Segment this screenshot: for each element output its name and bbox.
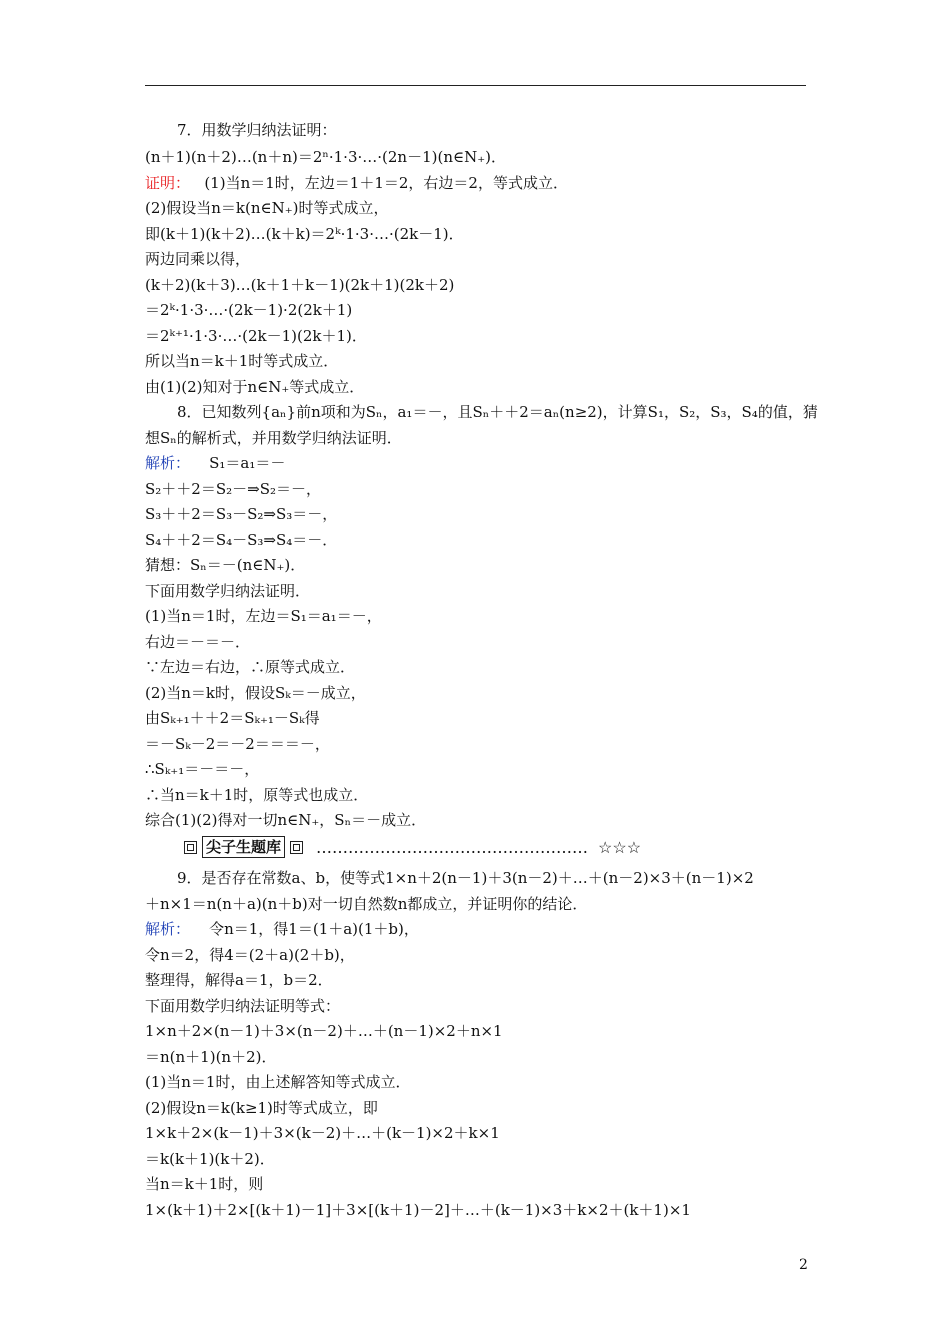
analysis-line: 令n＝2，得4＝(2＋a)(2＋b)， — [145, 946, 355, 964]
problem-9-title-cont: ＋n×1＝n(n＋a)(n＋b)对一切自然数n都成立，并证明你的结论． — [145, 895, 588, 913]
analysis-line: 猜想：Sₙ＝－(n∈N₊)． — [145, 556, 306, 574]
analysis-text: S₁＝a₁＝－ — [209, 454, 286, 472]
proof-line: ＝2ᵏ·1·3·…·(2k－1)·2(2k＋1) — [145, 301, 353, 319]
problem-7-title: 7．用数学归纳法证明： — [177, 121, 337, 139]
page-number: 2 — [799, 1257, 808, 1273]
proof-step-2: (2)假设当n＝k(n∈N₊)时等式成立， — [145, 199, 389, 217]
analysis-label: 解析： — [145, 920, 191, 938]
analysis-line: (2)假设n＝k(k≥1)时等式成立，即 — [145, 1099, 378, 1117]
problem-8-title-cont: 想Sₙ的解析式，并用数学归纳法证明． — [145, 429, 402, 447]
analysis-line — [145, 453, 285, 473]
analysis-line: (1)当n＝1时，左边＝S₁＝a₁＝－， — [145, 607, 382, 625]
difficulty-stars: ☆☆☆ — [598, 837, 642, 857]
analysis-line: ＝－Sₖ－2＝－2＝＝＝－， — [145, 735, 330, 753]
dot-leader: …………………………………………… — [316, 837, 589, 857]
square-icon — [184, 841, 197, 854]
analysis-line: 下面用数学归纳法证明等式： — [145, 997, 341, 1015]
proof-line: (k＋2)(k＋3)…(k＋1＋k－1)(2k＋1)(2k＋2) — [145, 276, 455, 294]
analysis-line: 1×(k＋1)＋2×[(k＋1)－1]＋3×[(k＋1)－2]＋…＋(k－1)×3＋k×2＋(k＋1)×1 — [145, 1201, 691, 1219]
analysis-line: ∴Sₖ₊₁＝－＝－， — [145, 760, 260, 778]
section-banner: 尖子生题库 — [202, 836, 285, 858]
analysis-label: 解析： — [145, 454, 191, 472]
analysis-line: S₂＋＋2＝S₂－⇒S₂＝－， — [145, 480, 321, 498]
proof-conclusion: 由(1)(2)知对于n∈N₊等式成立． — [145, 378, 365, 396]
proof-line: ＝2ᵏ⁺¹·1·3·…·(2k－1)(2k＋1)． — [145, 327, 367, 345]
problem-8-title: 8．已知数列{aₙ}前n项和为Sₙ，a₁＝－，且Sₙ＋＋2＝aₙ(n≥2)，计算S₁，S₂，S₃，S₄的值，猜 — [177, 403, 818, 421]
section-header — [181, 836, 641, 858]
analysis-line: ∵左边＝右边，∴原等式成立． — [145, 658, 356, 676]
analysis-line: ＝n(n＋1)(n＋2)． — [145, 1048, 277, 1066]
analysis-line: 下面用数学归纳法证明． — [145, 582, 311, 600]
analysis-line: (2)当n＝k时，假设Sₖ＝－成立， — [145, 684, 366, 702]
analysis-line: ∴当n＝k＋1时，原等式也成立． — [145, 786, 369, 804]
problem-9-title: 9．是否存在常数a、b，使等式1×n＋2(n－1)＋3(n－2)＋…＋(n－2)×3＋(n－1)×2 — [177, 869, 754, 887]
analysis-line — [145, 919, 419, 939]
proof-step-1 — [145, 173, 568, 193]
analysis-line: (1)当n＝1时，由上述解答知等式成立． — [145, 1073, 411, 1091]
analysis-line: 1×k＋2×(k－1)＋3×(k－2)＋…＋(k－1)×2＋k×1 — [145, 1124, 500, 1142]
proof-line: 即(k＋1)(k＋2)…(k＋k)＝2ᵏ·1·3·…·(2k－1)． — [145, 225, 464, 243]
header-rule — [145, 85, 806, 86]
analysis-line: 整理得，解得a＝1，b＝2． — [145, 971, 333, 989]
analysis-line: 右边＝－＝－． — [145, 633, 251, 651]
proof-label: 证明： — [145, 174, 191, 192]
square-icon — [290, 841, 303, 854]
analysis-line: 当n＝k＋1时，则 — [145, 1175, 264, 1193]
proof-step-1-text: (1)当n＝1时，左边＝1＋1＝2，右边＝2，等式成立． — [204, 174, 568, 192]
analysis-line: 1×n＋2×(n－1)＋3×(n－2)＋…＋(n－1)×2＋n×1 — [145, 1022, 503, 1040]
analysis-line: S₃＋＋2＝S₃－S₂⇒S₃＝－， — [145, 505, 338, 523]
proof-line: 所以当n＝k＋1时等式成立． — [145, 352, 339, 370]
analysis-line: S₄＋＋2＝S₄－S₃⇒S₄＝－． — [145, 531, 338, 549]
analysis-line: 由Sₖ₊₁＋＋2＝Sₖ₊₁－Sₖ得 — [145, 709, 320, 727]
analysis-text: 令n＝1，得1＝(1＋a)(1＋b)， — [209, 920, 419, 938]
analysis-conclusion: 综合(1)(2)得对一切n∈N₊，Sₙ＝－成立． — [145, 811, 427, 829]
analysis-line: ＝k(k＋1)(k＋2)． — [145, 1150, 275, 1168]
problem-7-equation: (n＋1)(n＋2)…(n＋n)＝2ⁿ·1·3·…·(2n－1)(n∈N₊)． — [145, 148, 506, 166]
proof-line: 两边同乘以得， — [145, 250, 251, 268]
